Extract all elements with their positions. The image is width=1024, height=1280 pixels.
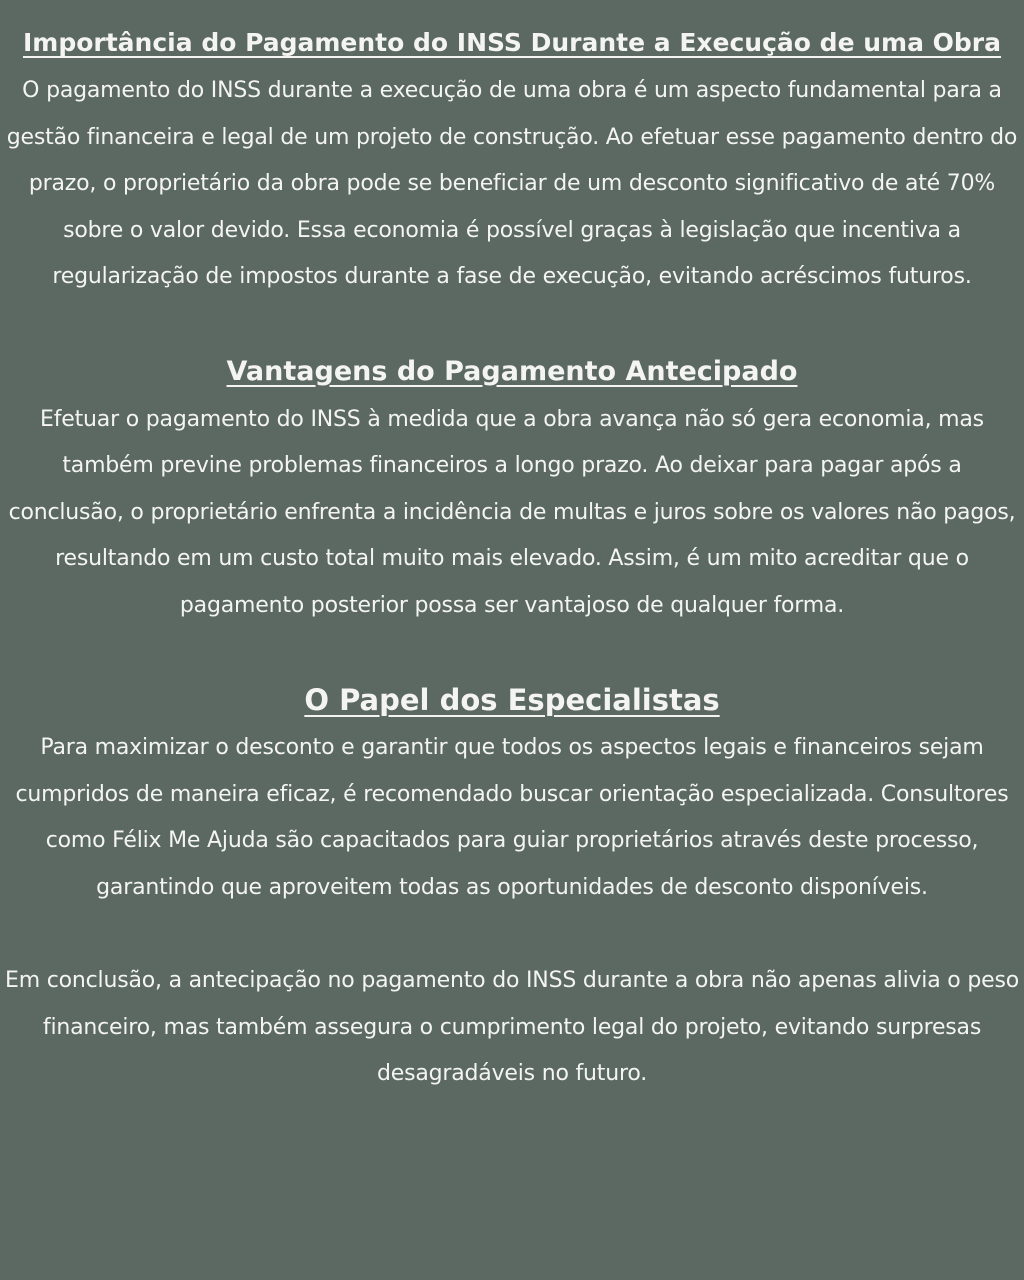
section-heading-especialistas: O Papel dos Especialistas (304, 683, 720, 717)
section-vantagens (4, 347, 1020, 630)
section-especialistas (4, 675, 1020, 911)
section-body-especialistas: Para maximizar o desconto e garantir que todos os aspectos legais e financeiros sejam cumpridos de maneira eficaz, é recomendado buscar orientação especializada. Consultores como Félix Me Ajuda são capacitados para guiar proprietários através deste processo, garantindo que aproveitem todas as oportunidades de desconto disponíveis. (15, 735, 1009, 900)
conclusion-paragraph: Em conclusão, a antecipação no pagamento do INSS durante a obra não apenas alivia o peso financeiro, mas também assegura o cumprimento legal do projeto, evitando surpresas desagradáveis no futuro. (5, 968, 1019, 1086)
section-body-importancia: O pagamento do INSS durante a execução de uma obra é um aspecto fundamental para a gestão financeira e legal de um projeto de construção. Ao efetuar esse pagamento dentro do prazo, o proprietário da obra pode se beneficiar de um desconto significativo de até 70% sobre o valor devido. Essa economia é possível graças à legislação que incentiva a regularização de impostos durante a fase de execução, evitando acréscimos futuros. (6, 78, 1018, 289)
section-body-vantagens: Efetuar o pagamento do INSS à medida que a obra avança não só gera economia, mas também previne problemas financeiros a longo prazo. Ao deixar para pagar após a conclusão, o proprietário enfrenta a incidência de multas e juros sobre os valores não pagos, resultando em um custo total muito mais elevado. Assim, é um mito acreditar que o pagamento posterior possa ser vantajoso de qualquer forma. (8, 406, 1016, 618)
section-spacer (4, 911, 1020, 958)
section-spacer (4, 301, 1020, 347)
section-heading-importancia: Importância do Pagamento do INSS Durante a Execução de uma Obra (22, 28, 1001, 57)
section-importancia (4, 18, 1020, 301)
section-spacer (4, 629, 1020, 675)
section-heading-vantagens: Vantagens do Pagamento Antecipado (226, 355, 798, 387)
